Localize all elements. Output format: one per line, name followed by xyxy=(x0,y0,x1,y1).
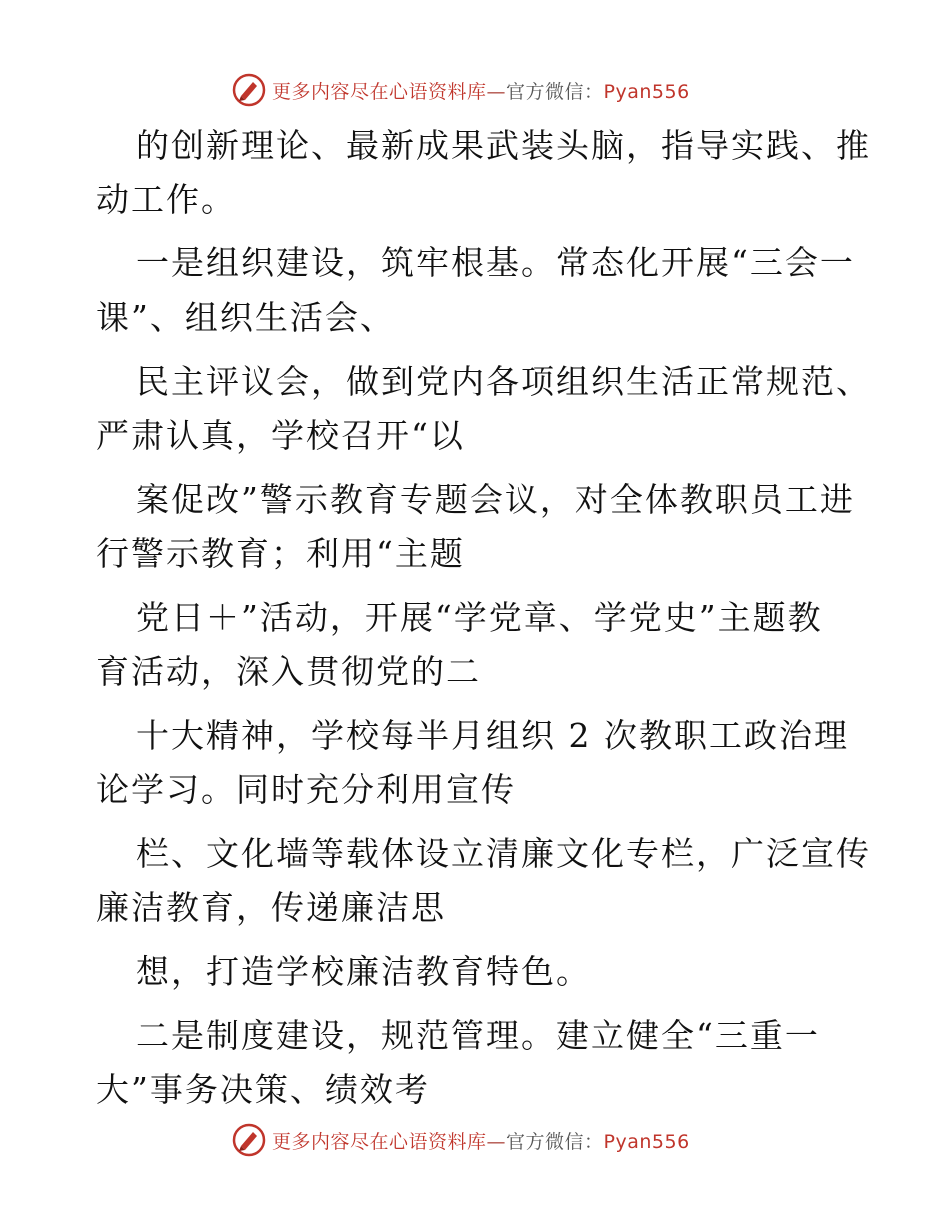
watermark-header xyxy=(232,72,690,108)
text-line: 二是制度建设，规范管理。建立健全“三重一 xyxy=(136,1016,820,1055)
text-line: 育活动，深入贯彻党的二 xyxy=(96,652,481,691)
text-line: 行警示教育；利用“主题 xyxy=(96,534,465,573)
text-line: 案促改”警示教育专题会议，对全体教职员工进 xyxy=(136,480,855,519)
text-line: 想，打造学校廉洁教育特色。 xyxy=(136,952,591,991)
watermark-footer xyxy=(232,1122,690,1158)
text-line: 廉洁教育，传递廉洁思 xyxy=(96,888,446,927)
watermark-dash: — xyxy=(486,80,507,103)
watermark-wechat-label: 官方微信： xyxy=(506,1130,604,1153)
text-line: 论学习。同时充分利用宣传 xyxy=(96,770,516,809)
watermark-site-name: 更多内容尽在心语资料库 xyxy=(272,1130,487,1153)
watermark-site-name: 更多内容尽在心语资料库 xyxy=(272,80,487,103)
text-line: 的创新理论、最新成果武装头脑，指导实践、推 xyxy=(136,126,871,165)
watermark-wechat-id: Pyan556 xyxy=(603,80,690,103)
text-line: 大”事务决策、绩效考 xyxy=(96,1070,430,1109)
text-line: 栏、文化墙等载体设立清廉文化专栏，广泛宣传 xyxy=(136,834,871,873)
text-line: 一是组织建设，筑牢根基。常态化开展“三会一 xyxy=(136,243,855,282)
text-line: 十大精神，学校每半月组织 2 次教职工政治理 xyxy=(136,716,849,755)
watermark-wechat-id: Pyan556 xyxy=(603,1130,690,1153)
text-line: 民主评议会，做到党内各项组织生活正常规范、 xyxy=(136,362,871,401)
watermark-logo-icon xyxy=(232,73,266,107)
watermark-wechat-label: 官方微信： xyxy=(506,80,604,103)
text-line: 课”、组织生活会、 xyxy=(96,298,395,337)
text-line: 党日＋”活动，开展“学党章、学党史”主题教 xyxy=(136,598,823,637)
watermark-logo-icon xyxy=(232,1123,266,1157)
text-line: 严肃认真，学校召开“以 xyxy=(96,416,465,455)
watermark-dash: — xyxy=(486,1130,507,1153)
text-line: 动工作。 xyxy=(96,180,236,219)
